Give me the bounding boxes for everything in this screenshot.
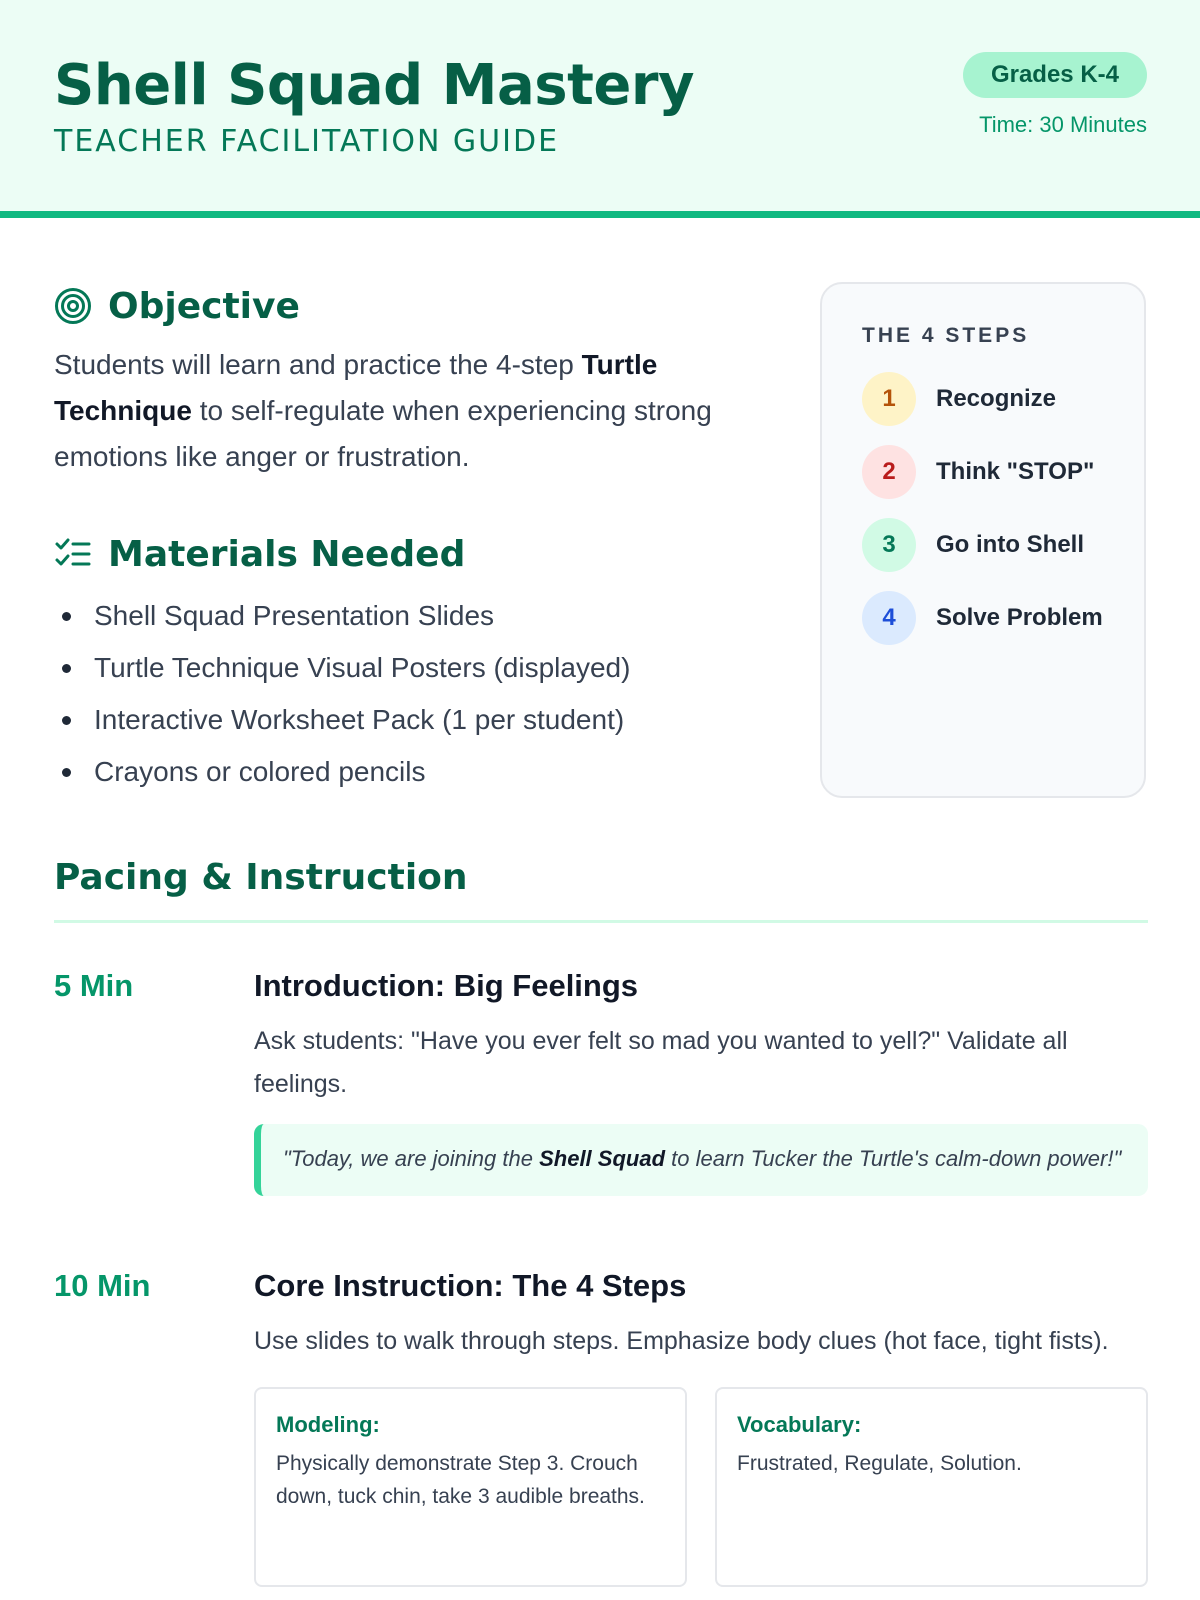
step-label: Solve Problem: [936, 604, 1103, 631]
objective-text-part: to self-regulate when experiencing strong emotions like anger or frustration.: [54, 395, 712, 472]
step-label: Go into Shell: [936, 531, 1084, 558]
divider: [54, 920, 1148, 923]
time-label: Time: 30 Minutes: [979, 112, 1147, 137]
duration-label: 5 Min: [54, 968, 134, 1003]
steps-card-label: THE 4 STEPS: [862, 324, 1030, 347]
step-item: [862, 518, 1144, 572]
header: [0, 0, 1200, 218]
checklist-icon: [54, 535, 92, 573]
list-item: Turtle Technique Visual Posters (displayed): [54, 642, 744, 694]
block-title: Introduction: Big Feelings: [254, 968, 639, 1003]
pacing-heading: Pacing & Instruction: [54, 857, 468, 898]
card-title: Vocabulary:: [737, 1412, 862, 1437]
target-icon: [54, 287, 92, 325]
materials-heading: Materials Needed: [108, 533, 466, 575]
quote-text-part: to learn Tucker the Turtle's calm-down power!": [665, 1146, 1122, 1171]
block-text: Use slides to walk through steps. Emphasize body clues (hot face, tight fists).: [254, 1327, 1109, 1355]
step-item: [862, 591, 1144, 645]
quote-text-bold: Shell Squad: [539, 1146, 666, 1171]
pacing-block-body: [254, 1264, 1148, 1587]
objective-text: [54, 342, 744, 480]
step-number: 1: [862, 372, 916, 426]
materials-list: [54, 590, 744, 798]
list-item: Shell Squad Presentation Slides: [54, 590, 744, 642]
step-label: Think "STOP": [936, 458, 1095, 485]
modeling-card: [254, 1387, 687, 1587]
card-text: Physically demonstrate Step 3. Crouch down, tuck chin, take 3 audible breaths.: [276, 1452, 645, 1508]
vocabulary-card: [715, 1387, 1148, 1587]
left-column: [54, 280, 744, 798]
detail-cards: [254, 1387, 1148, 1587]
step-number: 3: [862, 518, 916, 572]
block-text: Ask students: "Have you ever felt so mad you wanted to yell?" Validate all feelings.: [254, 1027, 1068, 1098]
list-item: Crayons or colored pencils: [54, 746, 744, 798]
objective-heading: Objective: [108, 285, 300, 327]
objective-text-part: Students will learn and practice the 4-step: [54, 349, 582, 380]
list-item: Interactive Worksheet Pack (1 per student): [54, 694, 744, 746]
step-number: 2: [862, 445, 916, 499]
step-label: Recognize: [936, 385, 1057, 412]
step-item: [862, 372, 1144, 426]
pacing-block-body: [254, 964, 1148, 1196]
page-subtitle: TEACHER FACILITATION GUIDE: [54, 124, 560, 159]
step-item: [862, 445, 1144, 499]
card-title: Modeling:: [276, 1412, 380, 1437]
materials-heading-row: [54, 528, 744, 580]
objective-heading-row: [54, 280, 744, 332]
block-title: Core Instruction: The 4 Steps: [254, 1268, 687, 1303]
steps-card: [820, 282, 1146, 798]
quote-text-part: "Today, we are joining the: [283, 1146, 540, 1171]
card-text: Frustrated, Regulate, Solution.: [737, 1452, 1022, 1475]
objective-text-bold: Turtle Technique: [54, 349, 658, 426]
duration-label: 10 Min: [54, 1268, 151, 1303]
page-title: Shell Squad Mastery: [54, 53, 694, 118]
grade-badge: Grades K-4: [963, 52, 1147, 98]
script-quote: [254, 1124, 1148, 1196]
step-number: 4: [862, 591, 916, 645]
